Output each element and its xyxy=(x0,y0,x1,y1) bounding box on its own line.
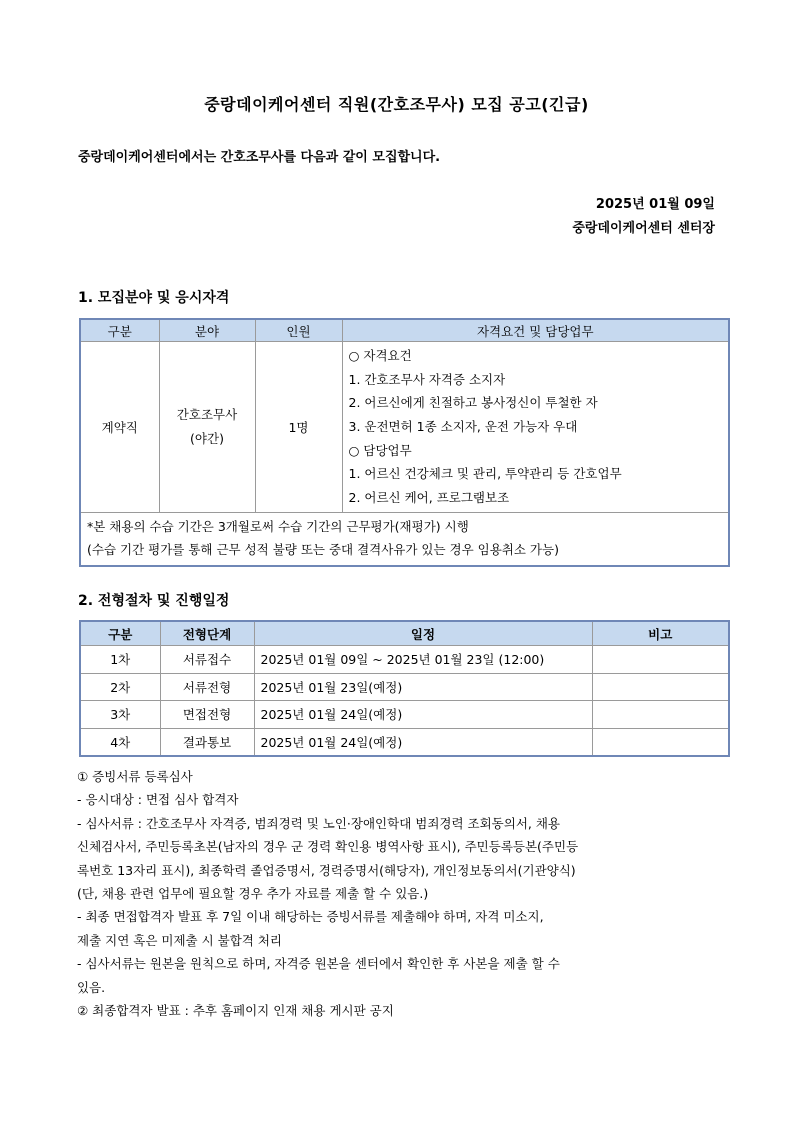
remark-cell xyxy=(592,701,729,729)
section2-heading: 2. 전형절차 및 진행일정 xyxy=(78,593,230,609)
table-note-row xyxy=(80,512,729,566)
table-row xyxy=(80,673,729,701)
job-field-shift: (야간) xyxy=(190,430,224,446)
stage-cell: 결과통보 xyxy=(160,728,254,756)
note-line: 있음. xyxy=(77,979,106,995)
employment-type: 계약직 xyxy=(80,342,159,513)
note-line: ② 최종합격자 발표 : 추후 홈페이지 인재 채용 게시판 공지 xyxy=(77,1003,394,1019)
requirement-line: 2. 어르신 케어, 프로그램보조 xyxy=(348,490,510,506)
table-row xyxy=(80,728,729,756)
header-remark: 비고 xyxy=(592,621,729,646)
stage-cell: 면접전형 xyxy=(160,701,254,729)
schedule-cell: 2025년 01월 24일(예정) xyxy=(254,728,592,756)
schedule-cell: 2025년 01월 23일(예정) xyxy=(254,673,592,701)
remark-cell xyxy=(592,646,729,674)
note-line: - 최종 면접합격자 발표 후 7일 이내 해당하는 증빙서류를 제출해야 하며, 자격 미소지, xyxy=(77,909,544,925)
table-row xyxy=(80,701,729,729)
schedule-table xyxy=(79,620,730,757)
header-requirements: 자격요건 및 담당업무 xyxy=(342,319,729,342)
remark-cell xyxy=(592,728,729,756)
schedule-cell: 2025년 01월 09일 ~ 2025년 01월 23일 (12:00) xyxy=(254,646,592,674)
probation-note-line1: *본 채용의 수습 기간은 3개월로써 수습 기간의 근무평가(재평가) 시행 xyxy=(87,518,469,534)
job-field xyxy=(159,342,255,513)
requirement-line: ○ 자격요건 xyxy=(348,348,412,363)
requirements-cell xyxy=(342,342,729,513)
header-stage: 전형단계 xyxy=(160,621,254,646)
note-line: 록번호 13자리 표시), 최종학력 졸업증명서, 경력증명서(해당자), 개인정보동의서(기관양식) xyxy=(77,862,576,878)
notes-block xyxy=(77,765,722,1022)
header-type: 구분 xyxy=(80,319,159,342)
probation-note-line2: (수습 기간 평가를 통해 근무 성적 불량 또는 중대 결격사유가 있는 경우 임용취소 가능) xyxy=(87,541,559,557)
requirement-line: 2. 어르신에게 친절하고 봉사정신이 투철한 자 xyxy=(348,395,598,411)
note-line: (단, 채용 관련 업무에 필요할 경우 추가 자료를 제출 할 수 있음.) xyxy=(77,886,429,902)
note-line: - 심사서류 : 간호조무사 자격증, 범죄경력 및 노인·장애인학대 범죄경력 조회동의서, 채용 xyxy=(77,815,561,831)
step-cell: 3차 xyxy=(80,701,160,729)
step-cell: 1차 xyxy=(80,646,160,674)
table-row xyxy=(80,646,729,674)
requirement-line: 1. 간호조무사 자격증 소지자 xyxy=(348,371,506,387)
step-cell: 2차 xyxy=(80,673,160,701)
note-line: 제출 지연 혹은 미제출 시 불합격 처리 xyxy=(77,932,282,948)
intro-text: 중랑데이케어센터에서는 간호조무사를 다음과 같이 모집합니다. xyxy=(78,150,441,165)
schedule-cell: 2025년 01월 24일(예정) xyxy=(254,701,592,729)
header-field: 분야 xyxy=(159,319,255,342)
stage-cell: 서류전형 xyxy=(160,673,254,701)
page-title: 중랑데이케어센터 직원(간호조무사) 모집 공고(긴급) xyxy=(204,95,589,114)
section1-heading: 1. 모집분야 및 응시자격 xyxy=(78,290,230,306)
probation-note xyxy=(80,512,729,566)
requirement-line: 3. 운전면허 1종 소지자, 운전 가능자 우대 xyxy=(348,419,578,435)
note-line: - 응시대상 : 면접 심사 합격자 xyxy=(77,792,239,808)
header-schedule: 일정 xyxy=(254,621,592,646)
note-line: - 심사서류는 원본을 원칙으로 하며, 자격증 원본을 센터에서 확인한 후 사본을 제출 할 수 xyxy=(77,956,560,972)
recruitment-table xyxy=(79,318,730,567)
remark-cell xyxy=(592,673,729,701)
job-field-name: 간호조무사 xyxy=(176,406,238,422)
note-line: ① 증빙서류 등록심사 xyxy=(77,769,193,784)
step-cell: 4차 xyxy=(80,728,160,756)
requirement-line: ○ 담당업무 xyxy=(348,442,412,458)
announcement-date: 2025년 01월 09일 xyxy=(595,197,715,212)
signer: 중랑데이케어센터 센터장 xyxy=(572,221,715,236)
note-line: 신체검사서, 주민등록초본(남자의 경우 군 경력 확인용 병역사항 표시), 주민등록등본(주민등 xyxy=(77,839,579,855)
requirement-line: 1. 어르신 건강체크 및 관리, 투약관리 등 간호업무 xyxy=(348,466,622,482)
table-row xyxy=(80,342,729,513)
header-count: 인원 xyxy=(255,319,342,342)
stage-cell: 서류접수 xyxy=(160,646,254,674)
header-step: 구분 xyxy=(80,621,160,646)
headcount: 1명 xyxy=(255,342,342,513)
